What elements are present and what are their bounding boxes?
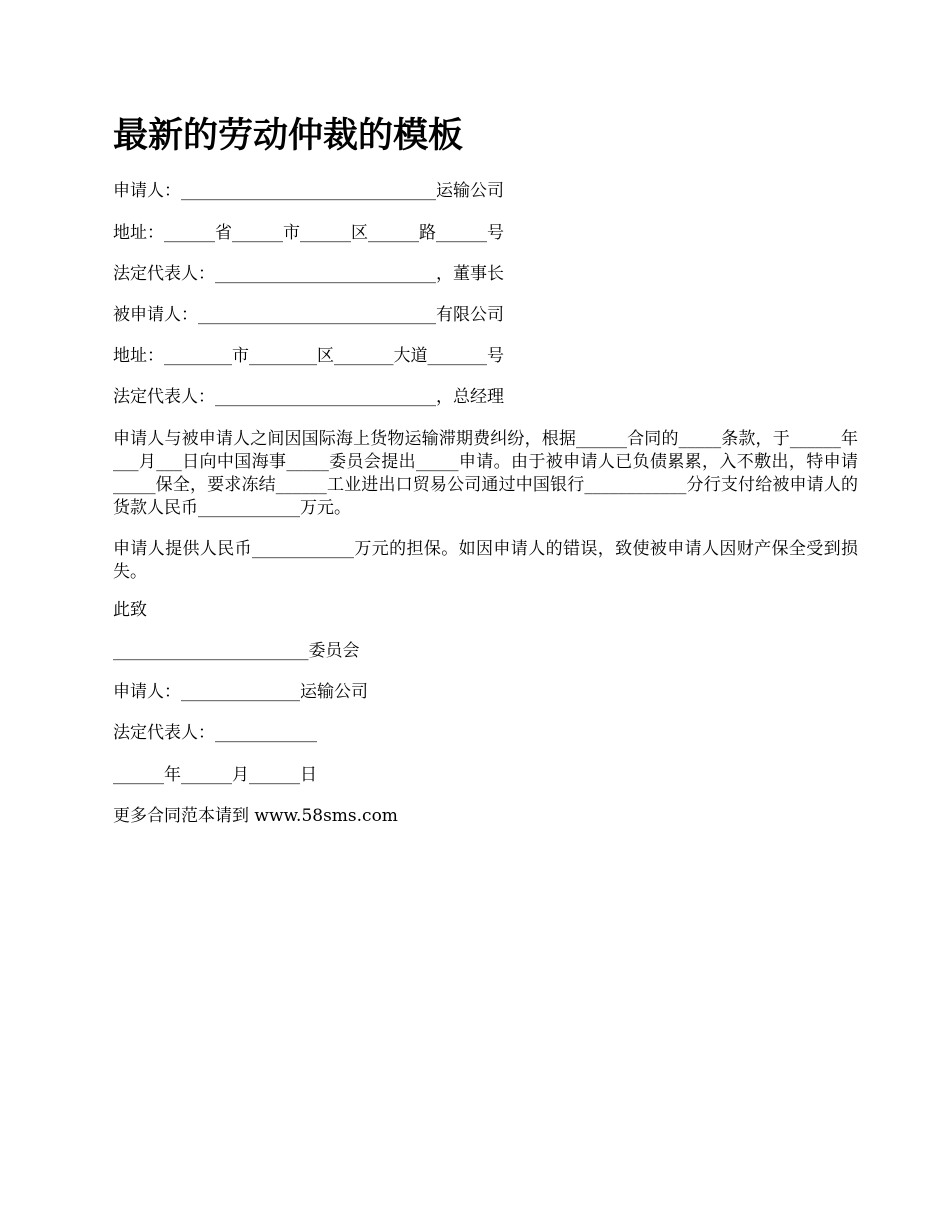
signature-applicant-line: 申请人：______________运输公司	[113, 682, 368, 702]
respondent-line: 被申请人：____________________________有限公司	[113, 305, 504, 325]
guarantee-paragraph: 申请人提供人民币____________万元的担保。如因申请人的错误，致使被申请人因财产保全受到损失。	[113, 539, 858, 582]
respondent-address-line: 地址：________市________区_______大道_______号	[113, 346, 504, 366]
signature-representative-line: 法定代表人：____________	[113, 723, 317, 743]
committee-line: _______________________委员会	[113, 641, 360, 661]
applicant-address-line: 地址：______省______市______区______路______号	[113, 223, 504, 243]
applicant-line: 申请人：______________________________运输公司	[113, 181, 504, 201]
document-title: 最新的劳动仲裁的模板	[113, 115, 464, 156]
closing-salutation: 此致	[113, 600, 147, 620]
application-paragraph: 申请人与被申请人之间因国际海上货物运输滞期费纠纷，根据______合同的_____条款，于______年___月___日向中国海事_____委员会提出_____申请。由于被申请人已负债累累，入不敷出，特申请_____保全，要求冻结______工业进出口贸易公司通过中国银行____________分行支付给被申请人的货款人民币____________万元。	[113, 429, 858, 518]
respondent-representative-line: 法定代表人：__________________________，总经理	[113, 387, 504, 407]
footer-link-text: 更多合同范本请到 www.58sms.com	[113, 806, 398, 826]
date-line: ______年______月______日	[113, 765, 317, 785]
applicant-representative-line: 法定代表人：__________________________，董事长	[113, 264, 504, 284]
